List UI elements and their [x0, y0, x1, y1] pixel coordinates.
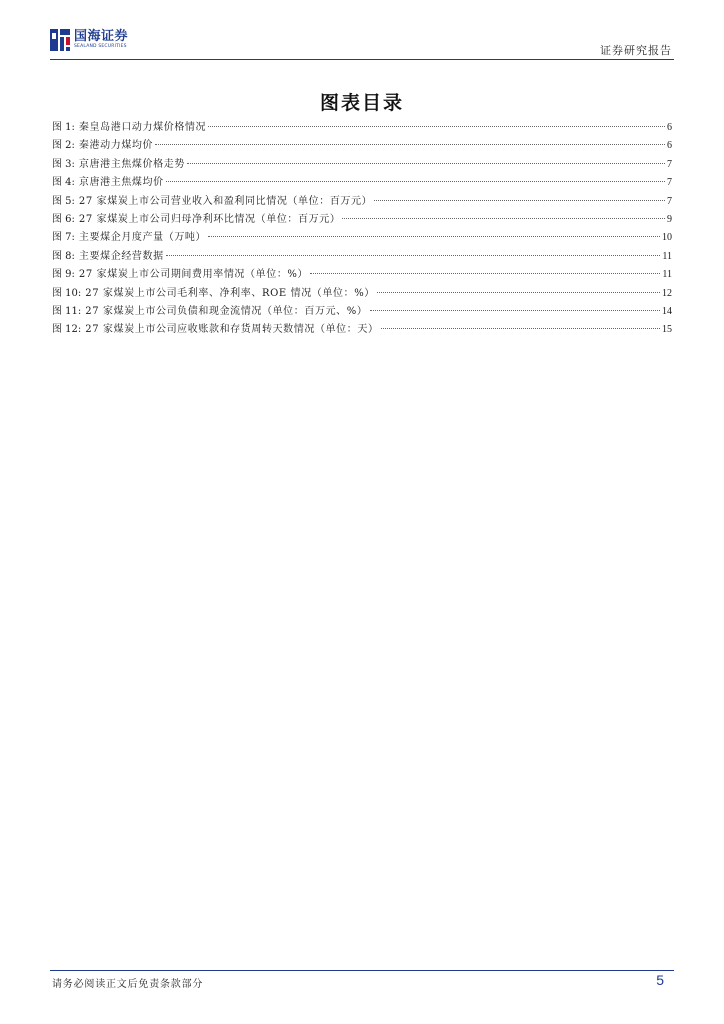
- figure-number: 图 4:: [52, 177, 75, 189]
- page-ref: 11: [662, 250, 672, 262]
- toc-item[interactable]: [52, 285, 672, 303]
- figure-caption: 27 家煤炭上市公司归母净利环比情况（单位：百万元）: [78, 213, 341, 225]
- dot-leader: [381, 327, 660, 329]
- disclaimer-note: 请务必阅读正文后免责条款部分: [52, 979, 204, 990]
- dot-leader: [208, 125, 665, 127]
- dot-leader: [155, 143, 665, 145]
- dot-leader: [342, 217, 665, 219]
- dot-leader: [374, 199, 665, 201]
- figure-caption: 主要煤企经营数据: [78, 250, 164, 262]
- figure-caption: 27 家煤炭上市公司期间费用率情况（单位：%）: [78, 269, 309, 281]
- dot-leader: [187, 162, 665, 164]
- figure-caption: 主要煤企月度产量（万吨）: [78, 232, 207, 244]
- figure-caption: 27 家煤炭上市公司负债和现金流情况（单位：百万元、%）: [85, 305, 368, 317]
- toc-item[interactable]: [52, 193, 672, 211]
- page-ref: 6: [667, 122, 672, 133]
- toc-title: 图表目录: [319, 92, 404, 114]
- toc-item[interactable]: [52, 174, 672, 192]
- figure-caption: 京唐港主焦煤均价: [78, 177, 164, 189]
- toc-item[interactable]: [52, 211, 672, 229]
- page-ref: 9: [667, 213, 672, 225]
- toc-item[interactable]: [52, 119, 672, 137]
- toc-item[interactable]: [52, 229, 672, 247]
- company-logo: [50, 29, 128, 51]
- figure-number: 图 12:: [52, 324, 82, 336]
- figure-number: 图 1:: [52, 122, 75, 133]
- figure-caption: 京唐港主焦煤价格走势: [78, 158, 185, 170]
- footer-divider: [50, 970, 674, 971]
- sealand-logo-icon: [50, 29, 70, 51]
- figure-caption: 秦皇岛港口动力煤价格情况: [78, 122, 207, 133]
- figure-caption: 27 家煤炭上市公司应收账款和存货周转天数情况（单位：天）: [85, 324, 379, 336]
- figure-number: 图 6:: [52, 213, 75, 225]
- page-ref: 6: [667, 140, 672, 152]
- logo-wordmark: [74, 30, 128, 50]
- figure-number: 图 5:: [52, 195, 75, 207]
- dot-leader: [310, 272, 660, 274]
- dot-leader: [370, 309, 661, 311]
- figure-number: 图 2:: [52, 140, 75, 152]
- page-ref: 7: [667, 195, 672, 207]
- figure-caption: 27 家煤炭上市公司毛利率、净利率、ROE 情况（单位：%）: [85, 287, 375, 299]
- table-of-figures: [52, 119, 672, 340]
- figure-number: 图 7:: [52, 232, 75, 244]
- logo-chinese-name: 国海证券: [74, 29, 129, 44]
- figure-number: 图 10:: [52, 287, 82, 299]
- toc-item[interactable]: [52, 248, 672, 266]
- page-ref: 12: [662, 287, 672, 299]
- page-ref: 7: [667, 177, 672, 189]
- dot-leader: [166, 180, 665, 182]
- dot-leader: [208, 235, 660, 237]
- report-type-label: 证券研究报告: [600, 44, 672, 57]
- figure-number: 图 3:: [52, 158, 75, 170]
- figure-caption: 秦港动力煤均价: [78, 140, 154, 152]
- dot-leader: [166, 254, 661, 256]
- figure-number: 图 9:: [52, 269, 75, 281]
- figure-caption: 27 家煤炭上市公司营业收入和盈利同比情况（单位：百万元）: [78, 195, 373, 207]
- toc-item[interactable]: [52, 137, 672, 155]
- page-ref: 10: [662, 232, 672, 244]
- page-ref: 11: [662, 269, 672, 281]
- toc-item[interactable]: [52, 156, 672, 174]
- toc-item[interactable]: [52, 321, 672, 339]
- page-number: 5: [656, 972, 664, 988]
- page-ref: 14: [662, 305, 672, 317]
- logo-english-name: SEALAND SECURITIES: [74, 44, 127, 49]
- figure-number: 图 11:: [52, 305, 82, 317]
- page-ref: 7: [667, 158, 672, 170]
- page-ref: 15: [662, 324, 672, 336]
- dot-leader: [377, 291, 660, 293]
- header-divider: [50, 59, 674, 60]
- toc-item[interactable]: [52, 303, 672, 321]
- figure-number: 图 8:: [52, 250, 75, 262]
- toc-item[interactable]: [52, 266, 672, 284]
